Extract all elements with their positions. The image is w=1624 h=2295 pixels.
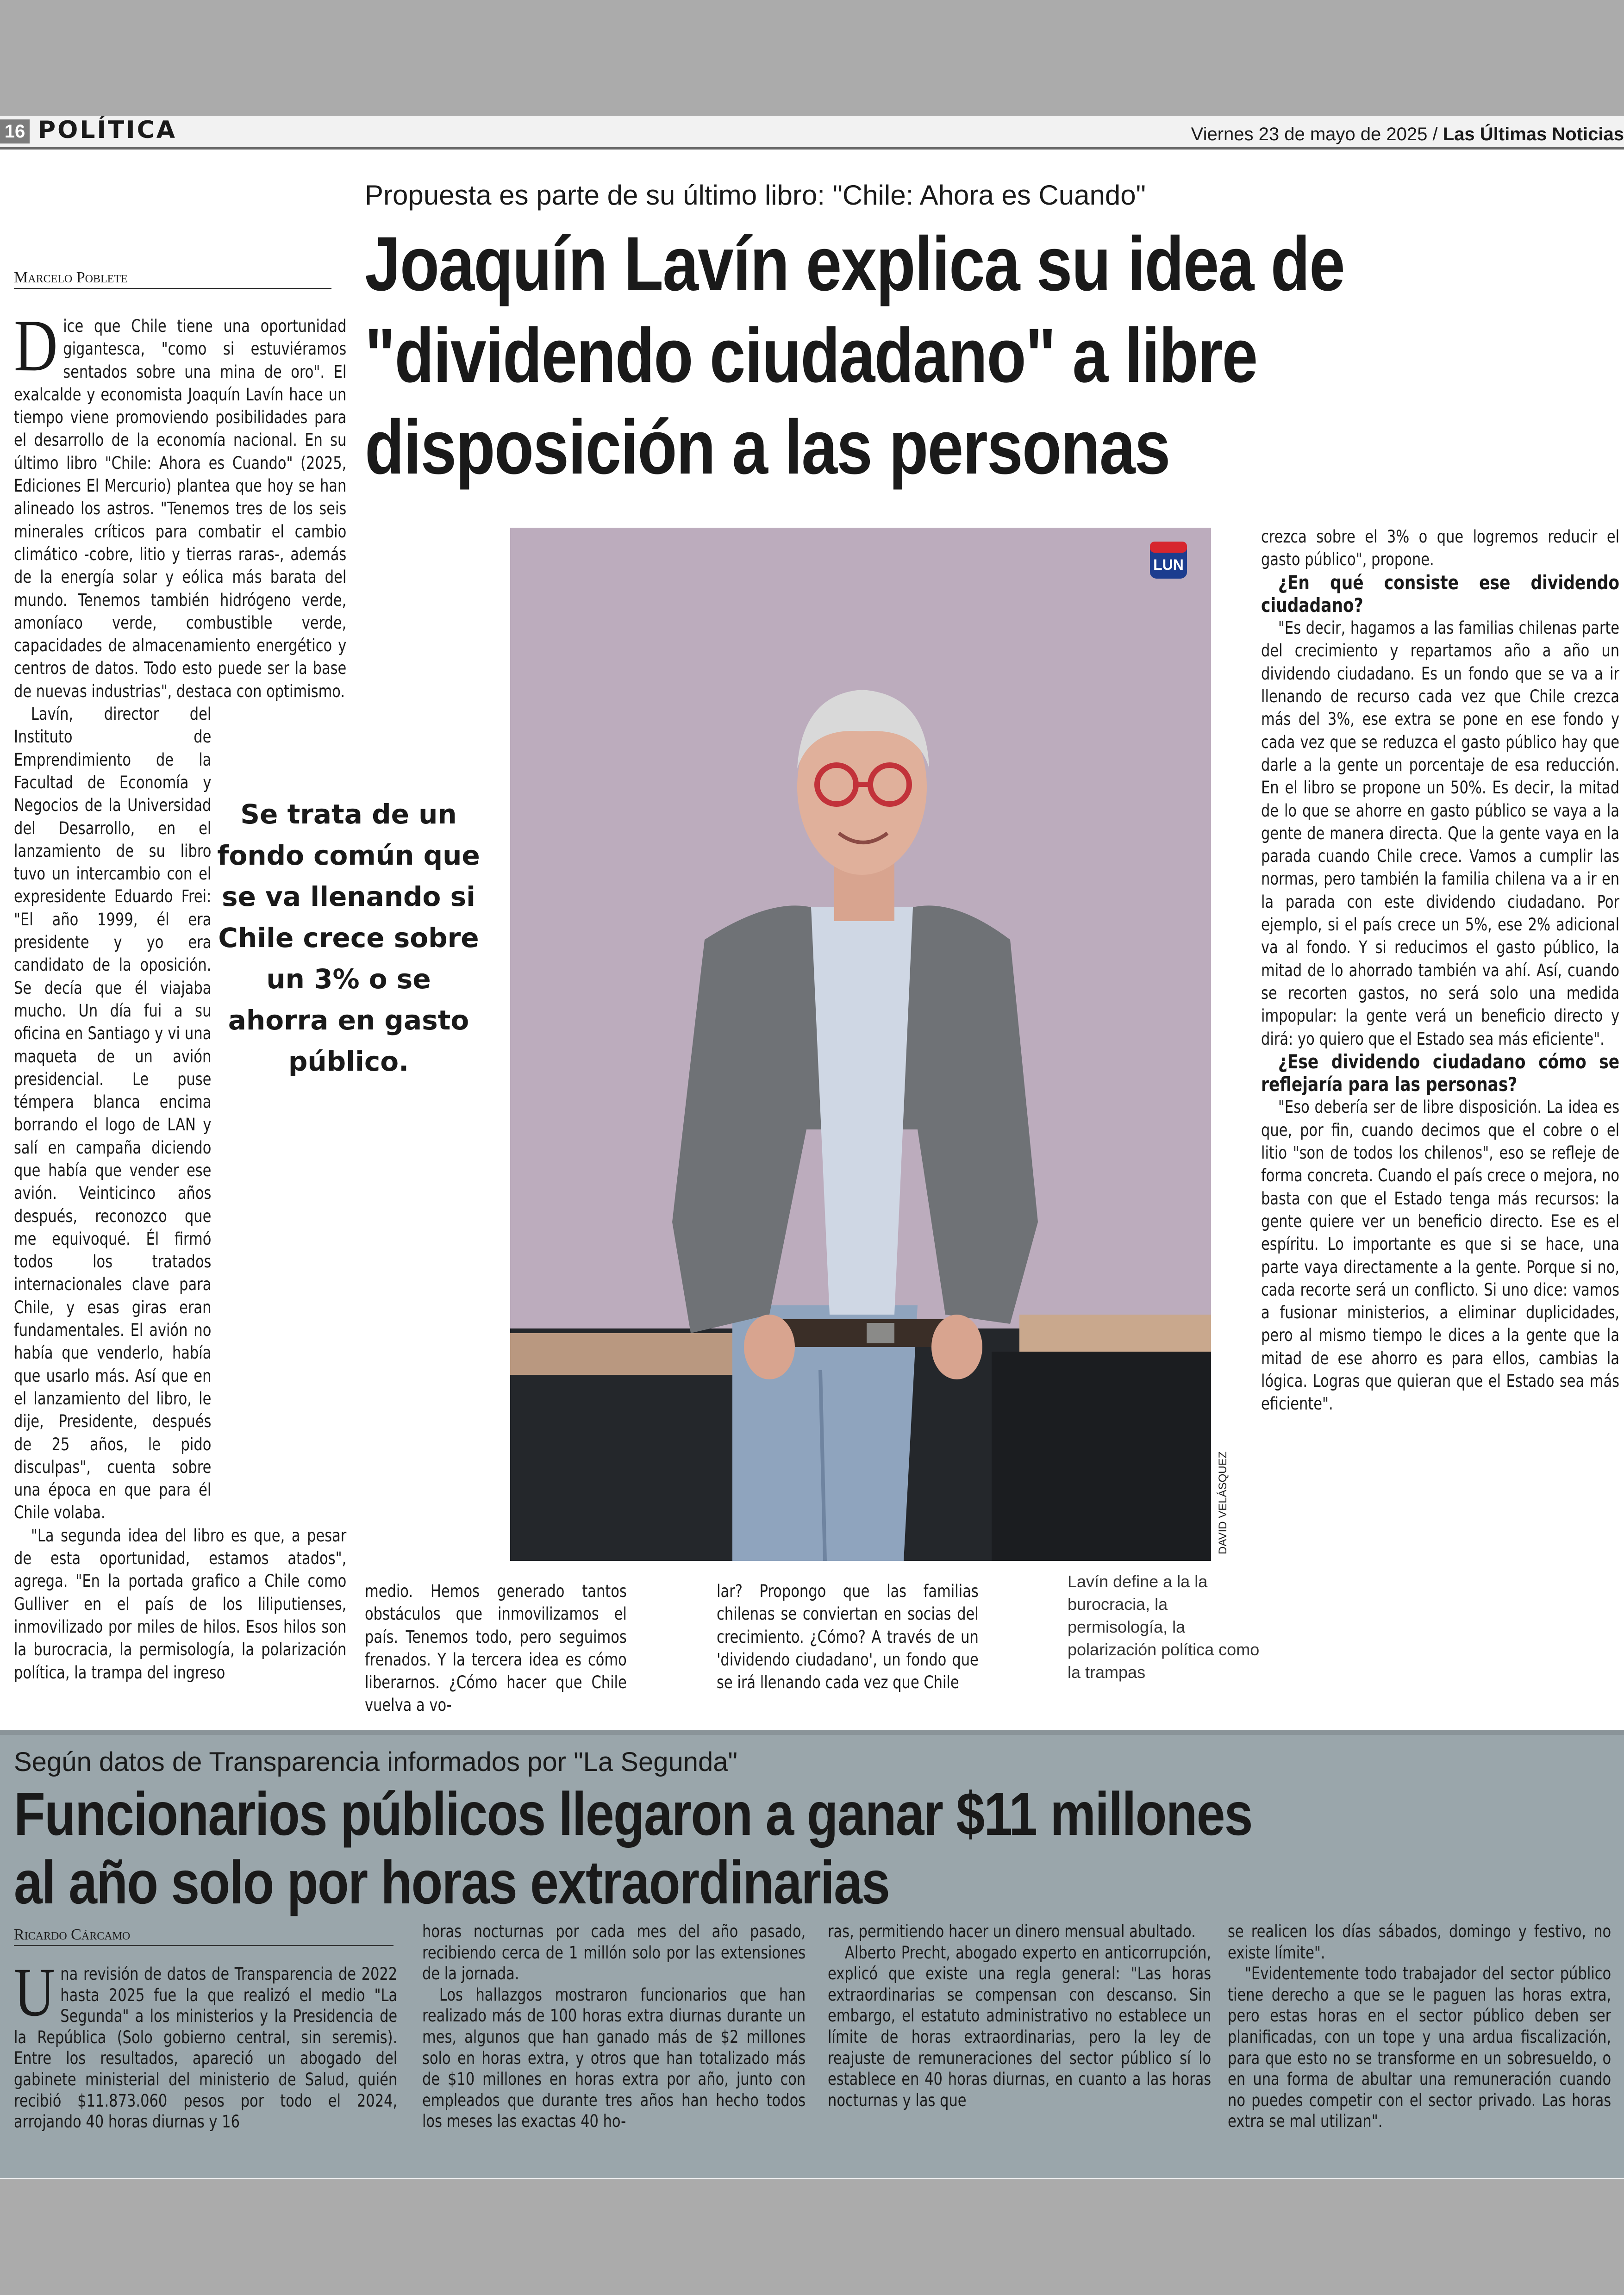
paragraph: crezca sobre el 3% o que logremos reducir el gasto público", propone. [1261,526,1620,570]
dropcap: U [14,1954,55,2031]
article1-kicker: Propuesta es parte de su último libro: "Chile: Ahora es Cuando" [365,180,1146,211]
paragraph: se realicen los días sábados, domingo y festivo, no existe límite". [1228,1921,1612,1963]
paragraph: ras, permitiendo hacer un dinero mensual abultado. [828,1921,1196,1941]
dropcap: D [14,304,58,387]
pull-quote: Se trata de un fondo común que se va llenando si Chile crece sobre un 3% o se ahorra en gasto público. [217,798,480,1077]
paragraph: Lavín, director del Instituto de Emprendimiento de la Facultad de Economía y Negocios de la Universidad del Desarrollo, en el lanzamiento de su libro tuvo un intercambio con el expresidente Eduardo Frei: "El año 1999, él era presidente y yo era candidato de la oposición. Se decía que él viajaba mucho. Un día fui a su oficina en Santiago y vi una maqueta de un avión presidencial. Le puse témpera blanca encima borrando el logo de LAN y salí en campaña diciendo que había que vender ese avión. Veinticinco años después, reconozco que me equivoqué. Él firmó todos los tratados internacionales clave para Chile, y esas giras eran fundamentales. El avión no había que venderlo, había que usarlo más. Así que en el lanzamiento del libro, le dije, Presidente, después de 25 años, le pido disculpas", cuenta sobre una época en que para él Chile volaba. [14,704,212,1523]
paragraph: "Eso debería ser de libre disposición. La idea es que, por fin, cuando decimos que el cobre o el litio "son de todos los chilenos", eso se refleje de forma concreta. Cuando el país crece o mejora, no basta con que el Estado tenga más recursos: la gente quiere ver un beneficio directo. Ese es el espíritu. Lo importante es que si se hace, una parte vaya directamente a la gente. Porque si no, cada recorte será un conflicto. Si uno dice: vamos a fusionar ministerios, a eliminar duplicidades, pero al mismo tiempo le dices a la gente que la mitad de ese ahorro es para ellos, cambias la lógica. Logras que quieran que el Estado sea más eficiente". [1261,1097,1620,1414]
dateline [1191,121,1624,147]
article2-byline: Ricardo Cárcamo [14,1926,394,1946]
paragraph: ice que Chile tiene una oportunidad gigantesca, "como si estuviéramos sentados sobre una mina de oro". El exalcalde y economista Joaquín Lavín hace un tiempo viene promoviendo posibilidades para el desarrollo de la economía nacional. En su último libro "Chile: Ahora es Cuando" (2025, Ediciones El Mercurio) plantea que hoy se han alineado los astros. "Tenemos tres de los seis minerales críticos para combatir el cambio climático -cobre, litio y tierras raras-, además de la energía solar y eólica más barata del mundo. Tenemos también hidrógeno verde, amoníaco verde, combustible verde, capacidades de almacenamiento energético y centros de datos. Todo esto puede ser la base de nuevas industrias", destaca con optimismo. [14,316,347,701]
question: ¿En qué consiste ese dividendo ciudadano? [1261,571,1620,617]
paragraph: Alberto Precht, abogado experto en anticorrupción, explicó que existe una regla general: "Las horas extraordinarias se compensan con descanso. Sin embargo, el estatuto administrativo no establece un límite de horas extraordinarias, pero la ley de reajuste de remuneraciones del sector público sí lo establece en 40 horas diurnas, en cuanto a las horas nocturnas y las que [828,1942,1212,2110]
photo-caption: Lavín define a la la burocracia, la permisología, la polarización política como la trampas [1068,1572,1260,1682]
article2-column-3 [828,1921,1211,2180]
paragraph: na revisión de datos de Transparencia de 2022 hasta 2025 fue la que realizó el medio "La Segunda" a los ministerios y la Presidencia de la República (Solo gobierno central, sin seremis). Entre los resultados, apareció un abogado del gabinete ministerial del ministerio de Salud, quién recibió $11.873.060 pesos por todo el 2024, arrojando 40 horas diurnas y 16 [14,1964,398,2132]
headline-line: al año solo por horas extraordinarias [14,1848,890,1916]
article1-byline: Marcelo Poblete [14,268,331,289]
paragraph: "Es decir, hagamos a las familias chilenas parte del crecimiento y repartamos año a año un dividendo ciudadano. Es un fondo que se va a ir llenando de recurso cada vez que Chile crezca más del 3%, ese extra se pone en ese fondo y cada vez que se reduzca el gasto público hay que darle a la gente un porcentaje de esa reducción. En el libro se propone un 50%. Es decir, la mitad de lo que se ahorre en gasto público se vaya a la gente de manera directa. Que la gente vaya en la parada cuando Chile crece. Vamos a cumplir las normas, pero también la familia chilena va a ir en la parada con este dividendo ciudadano. Por ejemplo, si el país crece un 5%, ese 2% adicional va al fondo. Y si reducimos el gasto público, la mitad de lo ahorrado también va ahí. Así, cuando se recorten gastos, no será solo una medida impopular: la gente verá un beneficio directo y dirá: yo quiero que el Estado sea más eficiente". [1261,617,1620,1049]
date: Viernes 23 de mayo de 2025 [1191,124,1428,144]
section-title: POLÍTICA [38,116,177,144]
paragraph: Los hallazgos mostraron funcionarios que han realizado más de 100 horas extra diurnas durante un mes, algunos que han ganado más de $2 millones solo en horas extra, y otros que han totalizado más de $10 millones en horas extra por año, junto con empleados que durante tres años han hecho todos los meses las exactas 40 ho- [422,1984,806,2132]
separator: / [1432,124,1438,144]
article1-column-2 [365,1580,627,1715]
article2-headline [14,1780,1297,1917]
article1-column-3 [717,1580,979,1696]
portrait-photo [510,528,1211,1561]
publication-name: Las Últimas Noticias [1443,124,1624,144]
article2-kicker: Según datos de Transparencia informados por "La Segunda" [14,1747,738,1777]
headline-line: Funcionarios públicos llegaron a ganar $11 millones [14,1780,1252,1848]
page-number: 16 [0,119,30,143]
article2-top-band [0,1730,1624,1735]
article2-column-4 [1228,1921,1611,2180]
paragraph: "Evidentemente todo trabajador del sector público tiene derecho a que se le paguen las horas extra, pero estas horas en el sector público deben ser planificadas, con un tope y una ardua fiscalización, para que esto no se transforme en un sobresueldo, o en una forma de abultar una remuneración cuando no puedes competir con el sector privado. Las horas extra se mal utilizan". [1228,1963,1612,2132]
photo-credit: DAVID VELÁSQUEZ [1217,1451,1229,1554]
paragraph: "La segunda idea del libro es que, a pesar de esta oportunidad, estamos atados", agrega. "En la portada grafico a Chile como Gulliver en el país de los liliputienses, inmovilizado por miles de hilos. Esos hilos son la burocracia, la permisología, la polarización política, la trampa del ingreso [14,1525,347,1683]
paragraph: horas nocturnas por cada mes del año pasado, recibiendo cerca de 1 millón solo por las extensiones de la jornada. [422,1921,806,1984]
paragraph: medio. Hemos generado tantos obstáculos que inmovilizamos el país. Tenemos todo, pero seguimos frenados. Y la tercera idea es cómo liberarnos. ¿Cómo hacer que Chile vuelva a vo- [365,1581,627,1715]
article2-column-2 [422,1921,806,2180]
lun-logo: LUN [1153,556,1184,573]
paragraph: lar? Propongo que las familias chilenas se conviertan en socias del crecimiento. ¿Cómo? A través de un 'dividendo ciudadano', un fondo que se irá llenando cada vez que Chile [717,1581,979,1693]
article1-headline: Joaquín Lavín explica su idea de "dividendo ciudadano" a libre disposición a las personas [365,221,1345,490]
article1-column-4 [1261,525,1619,1701]
question: ¿Ese dividendo ciudadano cómo se reflejaría para las personas? [1261,1050,1620,1096]
portrait-illustration [510,528,1211,1561]
article2-column-1 [14,1954,398,2186]
